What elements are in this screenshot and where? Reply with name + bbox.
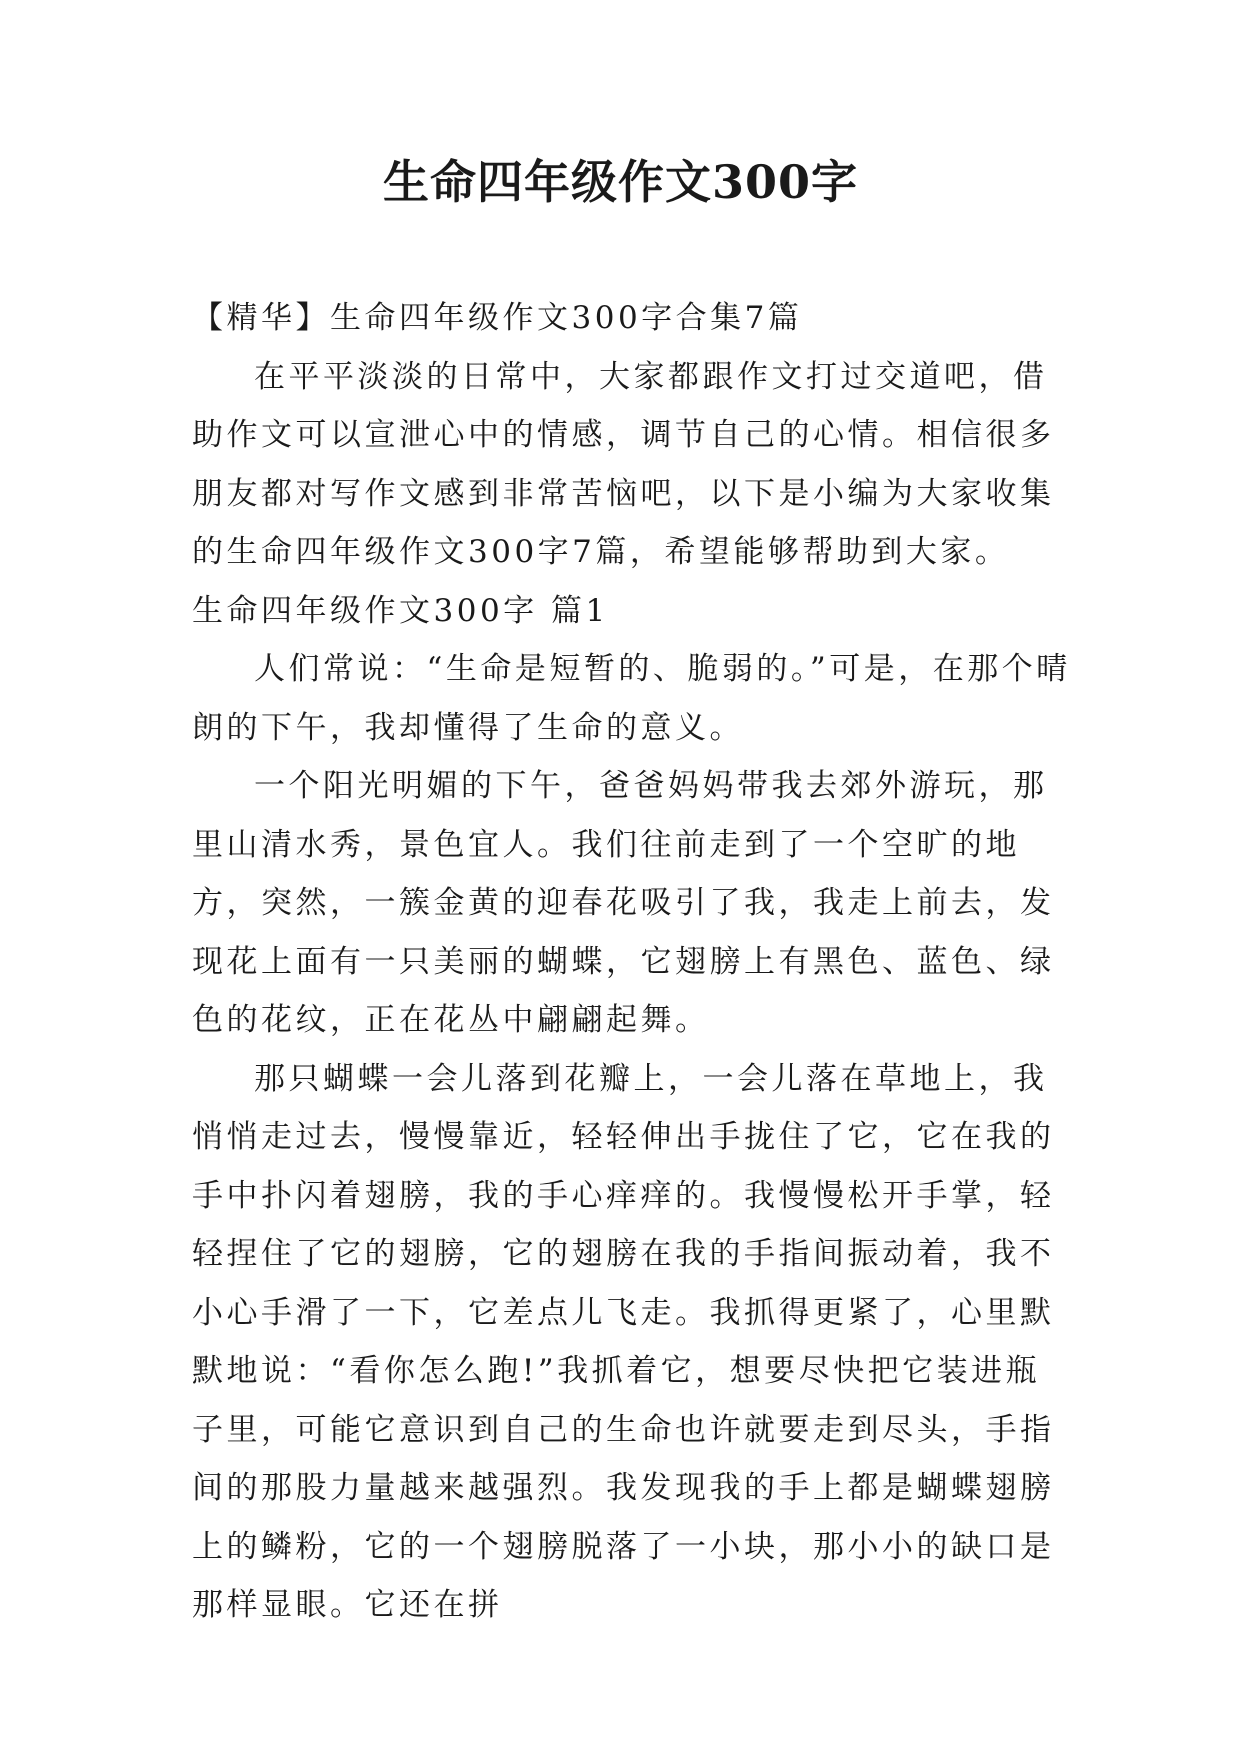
document-subtitle: 【精华】生命四年级作文300字合集7篇 <box>192 300 803 336</box>
body-paragraph-2: 一个阳光明媚的下午，爸爸妈妈带我去郊外游玩，那里山清水秀，景色宜人。我们往前走到了一个空旷的地方，突然，一簇金黄的迎春花吸引了我，我走上前去，发现花上面有一只美丽的蝴蝶，它翅膀上有黑色、蓝色、绿色的花纹，正在花丛中翩翩起舞。 <box>192 768 1055 1038</box>
section-heading: 生命四年级作文300字 篇1 <box>192 592 609 629</box>
body-paragraph-1: 人们常说：“生命是短暂的、脆弱的。”可是，在那个晴朗的下午，我却懂得了生命的意义。 <box>192 651 1071 746</box>
document-body <box>192 289 1072 1635</box>
body-paragraph-3: 那只蝴蝶一会儿落到花瓣上，一会儿落在草地上，我悄悄走过去，慢慢靠近，轻轻伸出手拢住了它，它在我的手中扑闪着翅膀，我的手心痒痒的。我慢慢松开手掌，轻轻捏住了它的翅膀，它的翅膀在我的手指间振动着，我不小心手滑了一下，它差点儿飞走。我抓得更紧了，心里默默地说：“看你怎么跑!”我抓着它，想要尽快把它装进瓶子里，可能它意识到自己的生命也许就要走到尽头，手指间的那股力量越来越强烈。我发现我的手上都是蝴蝶翅膀上的鳞粉，它的一个翅膀脱落了一小块，那小小的缺口是那样显眼。它还在拼 <box>192 1060 1055 1623</box>
document-title: 生命四年级作文300字 <box>382 155 859 209</box>
intro-paragraph: 在平平淡淡的日常中，大家都跟作文打过交道吧，借助作文可以宣泄心中的情感，调节自己的心情。相信很多朋友都对写作文感到非常苦恼吧，以下是小编为大家收集的生命四年级作文300字7篇，希望能够帮助到大家。 <box>192 358 1055 570</box>
